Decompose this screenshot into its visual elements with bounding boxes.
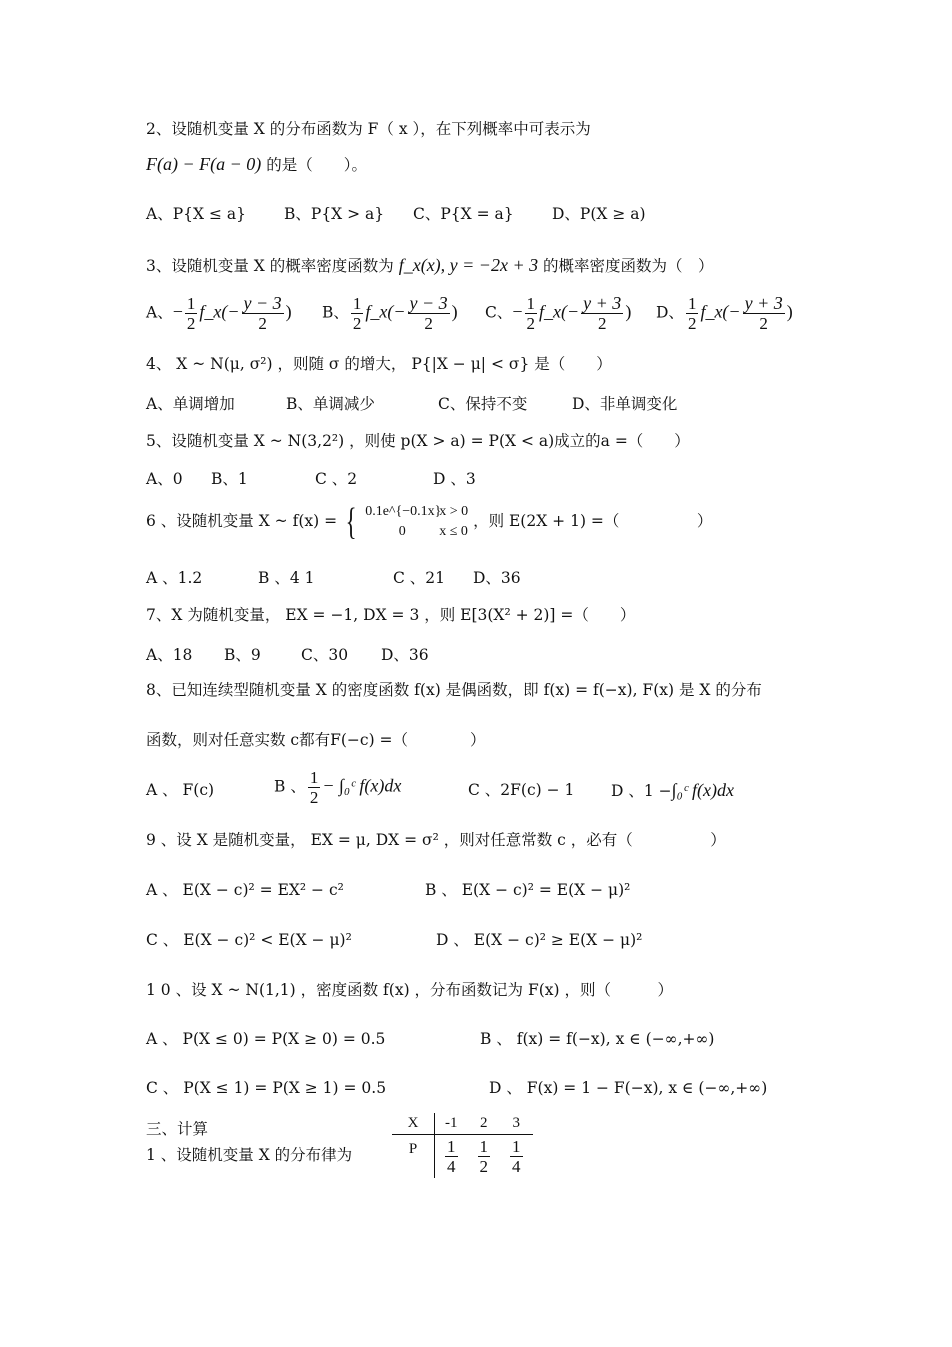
denominator: 2 xyxy=(526,314,536,333)
numerator: 1 xyxy=(512,1137,521,1156)
case2-condition: x ≤ 0 xyxy=(439,524,468,539)
fraction xyxy=(351,294,364,333)
denominator: 2 xyxy=(424,314,433,333)
option-end: ) xyxy=(451,301,458,322)
denominator: 2 xyxy=(479,1157,488,1176)
q4-option-b: B、单调减少 xyxy=(286,395,375,413)
option-d-integral: ∫₀ᶜ f(x)dx xyxy=(671,780,735,800)
q10-option-a: A 、 P(X ≤ 0) = P(X ≥ 0) = 0.5 xyxy=(146,1030,386,1048)
q8-option-d xyxy=(611,779,734,802)
case2-value: 0 xyxy=(398,524,406,539)
numerator: 1 xyxy=(526,294,536,313)
option-label: C、 xyxy=(485,303,513,322)
p-value xyxy=(435,1135,468,1179)
q5-option-d: D 、3 xyxy=(433,470,476,488)
table-row-x xyxy=(392,1113,533,1135)
q10-option-b: B 、 f(x) = f(−x), x ∈ (−∞,+∞) xyxy=(480,1030,715,1048)
q3-stem xyxy=(146,254,714,277)
q2-option-b: B、P{X > a} xyxy=(284,205,385,223)
q6-stem-pre: 6 、设随机变量 X ~ f(x) = xyxy=(146,512,338,530)
denominator: 2 xyxy=(186,314,196,333)
q7-option-a: A、18 xyxy=(146,646,193,664)
q3-stem-tail: 的概率密度函数为（ ） xyxy=(543,257,714,275)
denominator: 4 xyxy=(447,1157,456,1176)
fraction xyxy=(686,294,699,333)
denominator: 4 xyxy=(512,1157,521,1176)
option-mid: f_x(− xyxy=(199,301,240,322)
q6-stem-tail: ，则 E(2X + 1) =（ ） xyxy=(473,512,713,530)
fraction-one-half xyxy=(308,768,321,807)
q10-option-c: C 、 P(X ≤ 1) = P(X ≥ 1) = 0.5 xyxy=(146,1079,387,1097)
numerator: 1 xyxy=(309,768,319,787)
case1-value: 0.1e^{−0.1x} xyxy=(365,504,442,519)
q8-stem-line2: 函数，则对任意实数 c都有F(−c) =（ ） xyxy=(146,731,486,749)
q8-stem-line1: 8、已知连续型随机变量 X 的密度函数 f(x) 是偶函数，即 f(x) = f(−x), F(x) 是 X 的分布 xyxy=(146,681,762,699)
q7-option-d: D、36 xyxy=(381,646,429,664)
q5-option-a: A、0 xyxy=(146,470,183,488)
fraction xyxy=(408,294,450,333)
option-mid: f_x(− xyxy=(539,301,580,322)
q3-option-d xyxy=(656,294,793,333)
numerator: y − 3 xyxy=(409,293,448,313)
q2-option-c: C、P{X = a} xyxy=(413,205,514,223)
q5-stem: 5、设随机变量 X ~ N(3,2²) ，则使 p(X > a) = P(X < a)成立的a =（ ） xyxy=(146,432,690,450)
x-value: -1 xyxy=(435,1113,468,1135)
q2-option-d: D、P(X ≥ a) xyxy=(552,205,646,223)
numerator: 1 xyxy=(447,1137,456,1156)
table-row-p xyxy=(392,1135,533,1179)
q7-option-b: B、9 xyxy=(224,646,261,664)
q6-option-b: B 、4 1 xyxy=(258,569,315,587)
p-value xyxy=(468,1135,501,1179)
q3-option-b xyxy=(322,294,458,333)
denominator: 2 xyxy=(309,788,319,807)
q5-option-b: B、1 xyxy=(211,470,248,488)
q4-stem: 4、 X ~ N(μ, σ²) ，则随 σ 的增大， P{|X − μ| < σ} 是（ ） xyxy=(146,355,612,373)
row-label-x: X xyxy=(392,1113,435,1135)
q2-stem-line2 xyxy=(146,153,367,176)
q7-stem: 7、X 为随机变量， EX = −1, DX = 3 ，则 E[3(X² + 2)] =（ ） xyxy=(146,606,636,624)
q9-stem: 9 、设 X 是随机变量， EX = μ, DX = σ² ，则对任意常数 c ，必有（ ） xyxy=(146,831,726,849)
q10-option-d: D 、 F(x) = 1 − F(−x), x ∈ (−∞,+∞) xyxy=(489,1079,768,1097)
q2-option-a: A、P{X ≤ a} xyxy=(146,205,246,223)
option-sign: − xyxy=(172,301,183,322)
q2-stem-tail: 的是（ ）。 xyxy=(266,156,367,174)
fraction xyxy=(525,294,538,333)
numerator: 1 xyxy=(352,294,362,313)
q3-stem-pre: 3、设随机变量 X 的概率密度函数为 xyxy=(146,257,394,275)
q6-option-c: C 、21 xyxy=(393,569,446,587)
case1-condition: x > 0 xyxy=(439,504,469,519)
denominator: 2 xyxy=(759,314,768,333)
q10-stem: 1 0 、设 X ~ N(1,1) ，密度函数 f(x) ，分布函数记为 F(x) ，则（ ） xyxy=(146,981,673,999)
q5-option-c: C 、2 xyxy=(315,470,358,488)
fraction xyxy=(743,294,785,333)
q2-stem-math: F(a) − F(a − 0) xyxy=(146,154,262,174)
option-end: ) xyxy=(625,301,632,322)
option-label: D 、1 − xyxy=(611,782,672,800)
option-label: B 、 xyxy=(274,777,306,796)
fraction xyxy=(242,294,284,333)
q9-option-b: B 、 E(X − c)² = E(X − μ)² xyxy=(425,881,631,899)
q3-option-c xyxy=(485,294,631,333)
option-end: ) xyxy=(786,301,793,322)
q9-option-c: C 、 E(X − c)² < E(X − μ)² xyxy=(146,931,352,949)
section-title: 三、计算 xyxy=(146,1120,209,1138)
fraction xyxy=(185,294,198,333)
x-value: 2 xyxy=(468,1113,501,1135)
section3-q1: 1 、设随机变量 X 的分布律为 xyxy=(146,1146,353,1164)
q7-option-c: C、30 xyxy=(301,646,349,664)
option-mid: f_x(− xyxy=(365,301,406,322)
option-sign: − xyxy=(512,301,523,322)
denominator: 2 xyxy=(258,314,267,333)
q4-option-d: D、非单调变化 xyxy=(572,395,678,413)
q6-option-a: A 、1.2 xyxy=(146,569,203,587)
q6-stem xyxy=(146,502,712,542)
numerator: y + 3 xyxy=(744,293,783,313)
denominator: 2 xyxy=(597,314,607,333)
fraction xyxy=(581,294,623,333)
q9-option-a: A 、 E(X − c)² = EX² − c² xyxy=(146,881,344,899)
q8-option-a: A 、 F(c) xyxy=(146,781,215,799)
option-label: B、 xyxy=(322,303,349,322)
piecewise-cases xyxy=(365,502,468,542)
q4-option-c: C、保持不变 xyxy=(438,395,528,413)
denominator: 2 xyxy=(352,314,362,333)
q4-option-a: A、单调增加 xyxy=(146,395,235,413)
q2-stem-line1: 2、设随机变量 X 的分布函数为 F（ x ），在下列概率中可表示为 xyxy=(146,120,591,138)
numerator: 1 xyxy=(479,1137,488,1156)
q3-stem-math: f_x(x), y = −2x + 3 xyxy=(398,255,539,275)
numerator: 1 xyxy=(186,294,196,313)
numerator: y + 3 xyxy=(583,293,622,313)
q3-option-a xyxy=(146,294,292,333)
row-label-p: P xyxy=(408,1141,418,1157)
option-label: D、 xyxy=(656,303,684,322)
option-label: A、 xyxy=(146,303,173,322)
x-value: 3 xyxy=(500,1113,533,1135)
q8-option-c: C 、2F(c) − 1 xyxy=(468,781,575,799)
q8-option-b xyxy=(274,768,401,807)
distribution-table xyxy=(392,1113,533,1178)
numerator: 1 xyxy=(687,294,697,313)
option-end: ) xyxy=(285,301,292,322)
option-b-integral: − ∫₀ᶜ f(x)dx xyxy=(322,775,402,796)
q9-option-d: D 、 E(X − c)² ≥ E(X − μ)² xyxy=(436,931,643,949)
q6-option-d: D、36 xyxy=(473,569,521,587)
denominator: 2 xyxy=(687,314,697,333)
option-mid: f_x(− xyxy=(700,301,741,322)
brace-glyph: { xyxy=(345,501,357,543)
numerator: y − 3 xyxy=(243,293,282,313)
p-value xyxy=(500,1135,533,1179)
